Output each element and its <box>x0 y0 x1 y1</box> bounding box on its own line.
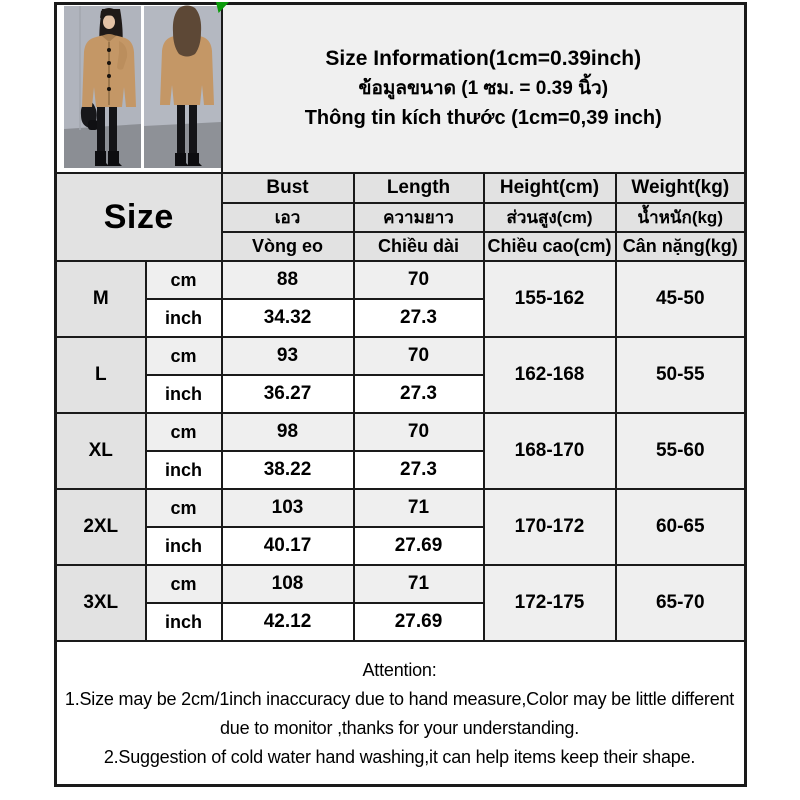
weight-l: 50-55 <box>616 337 746 413</box>
bust-inch-m: 34.32 <box>222 299 354 337</box>
height-xl: 168-170 <box>484 413 616 489</box>
unit-inch: inch <box>146 299 222 337</box>
unit-cm: cm <box>146 337 222 375</box>
title-vietnamese: Thông tin kích thước (1cm=0,39 inch) <box>304 107 662 129</box>
attention-heading: Attention: <box>362 660 437 681</box>
col-header-length-en: Length <box>354 173 484 203</box>
size-row-label-m: M <box>56 261 146 337</box>
length-inch-l: 27.3 <box>354 375 484 413</box>
length-cm-l: 70 <box>354 337 484 375</box>
bust-cm-m: 88 <box>222 261 354 299</box>
length-inch-m: 27.3 <box>354 299 484 337</box>
title-block <box>222 4 746 174</box>
length-inch-xl: 27.3 <box>354 451 484 489</box>
bust-cm-2xl: 103 <box>222 489 354 527</box>
attention-note-1: 1.Size may be 2cm/1inch inaccuracy due to hand measure,Color may be little different due to monitor ,thanks for your understanding. <box>64 689 735 739</box>
size-chart-sheet <box>54 2 746 787</box>
height-3xl: 172-175 <box>484 565 616 641</box>
length-cm-2xl: 71 <box>354 489 484 527</box>
unit-inch: inch <box>146 603 222 641</box>
product-photo-cell <box>56 4 222 174</box>
bust-cm-l: 93 <box>222 337 354 375</box>
col-header-weight-th: น้ำหนัก(kg) <box>616 203 746 232</box>
attention-note-2: 2.Suggestion of cold water hand washing,it can help items keep their shape. <box>103 747 696 768</box>
unit-cm: cm <box>146 413 222 451</box>
bust-inch-xl: 38.22 <box>222 451 354 489</box>
attention-box <box>56 641 746 785</box>
product-photo <box>57 5 222 172</box>
size-table <box>54 2 747 787</box>
unit-cm: cm <box>146 261 222 299</box>
col-header-height-en: Height(cm) <box>484 173 616 203</box>
bust-inch-l: 36.27 <box>222 375 354 413</box>
col-header-bust-vi: Vòng eo <box>222 232 354 261</box>
height-l: 162-168 <box>484 337 616 413</box>
col-header-length-th: ความยาว <box>354 203 484 232</box>
weight-m: 45-50 <box>616 261 746 337</box>
unit-cm: cm <box>146 489 222 527</box>
col-header-bust-en: Bust <box>222 173 354 203</box>
length-cm-m: 70 <box>354 261 484 299</box>
bust-cm-3xl: 108 <box>222 565 354 603</box>
height-2xl: 170-172 <box>484 489 616 565</box>
col-header-bust-th: เอว <box>222 203 354 232</box>
size-row-label-l: L <box>56 337 146 413</box>
unit-inch: inch <box>146 527 222 565</box>
length-inch-3xl: 27.69 <box>354 603 484 641</box>
title-thai: ข้อมูลขนาด (1 ซม. = 0.39 นิ้ว) <box>358 78 609 99</box>
bust-inch-2xl: 40.17 <box>222 527 354 565</box>
size-row-label-xl: XL <box>56 413 146 489</box>
length-cm-3xl: 71 <box>354 565 484 603</box>
unit-cm: cm <box>146 565 222 603</box>
col-header-length-vi: Chiều dài <box>354 232 484 261</box>
length-cm-xl: 70 <box>354 413 484 451</box>
weight-xl: 55-60 <box>616 413 746 489</box>
weight-2xl: 60-65 <box>616 489 746 565</box>
title-english: Size Information(1cm=0.39inch) <box>325 47 642 70</box>
length-inch-2xl: 27.69 <box>354 527 484 565</box>
size-row-label-3xl: 3XL <box>56 565 146 641</box>
col-header-height-vi: Chiều cao(cm) <box>484 232 616 261</box>
col-header-weight-en: Weight(kg) <box>616 173 746 203</box>
height-m: 155-162 <box>484 261 616 337</box>
unit-inch: inch <box>146 375 222 413</box>
bust-inch-3xl: 42.12 <box>222 603 354 641</box>
weight-3xl: 65-70 <box>616 565 746 641</box>
col-header-height-th: ส่วนสูง(cm) <box>484 203 616 232</box>
size-column-header: Size <box>56 173 222 261</box>
coat-model-illustration <box>57 5 222 172</box>
col-header-weight-vi: Cân nặng(kg) <box>616 232 746 261</box>
unit-inch: inch <box>146 451 222 489</box>
size-row-label-2xl: 2XL <box>56 489 146 565</box>
bust-cm-xl: 98 <box>222 413 354 451</box>
